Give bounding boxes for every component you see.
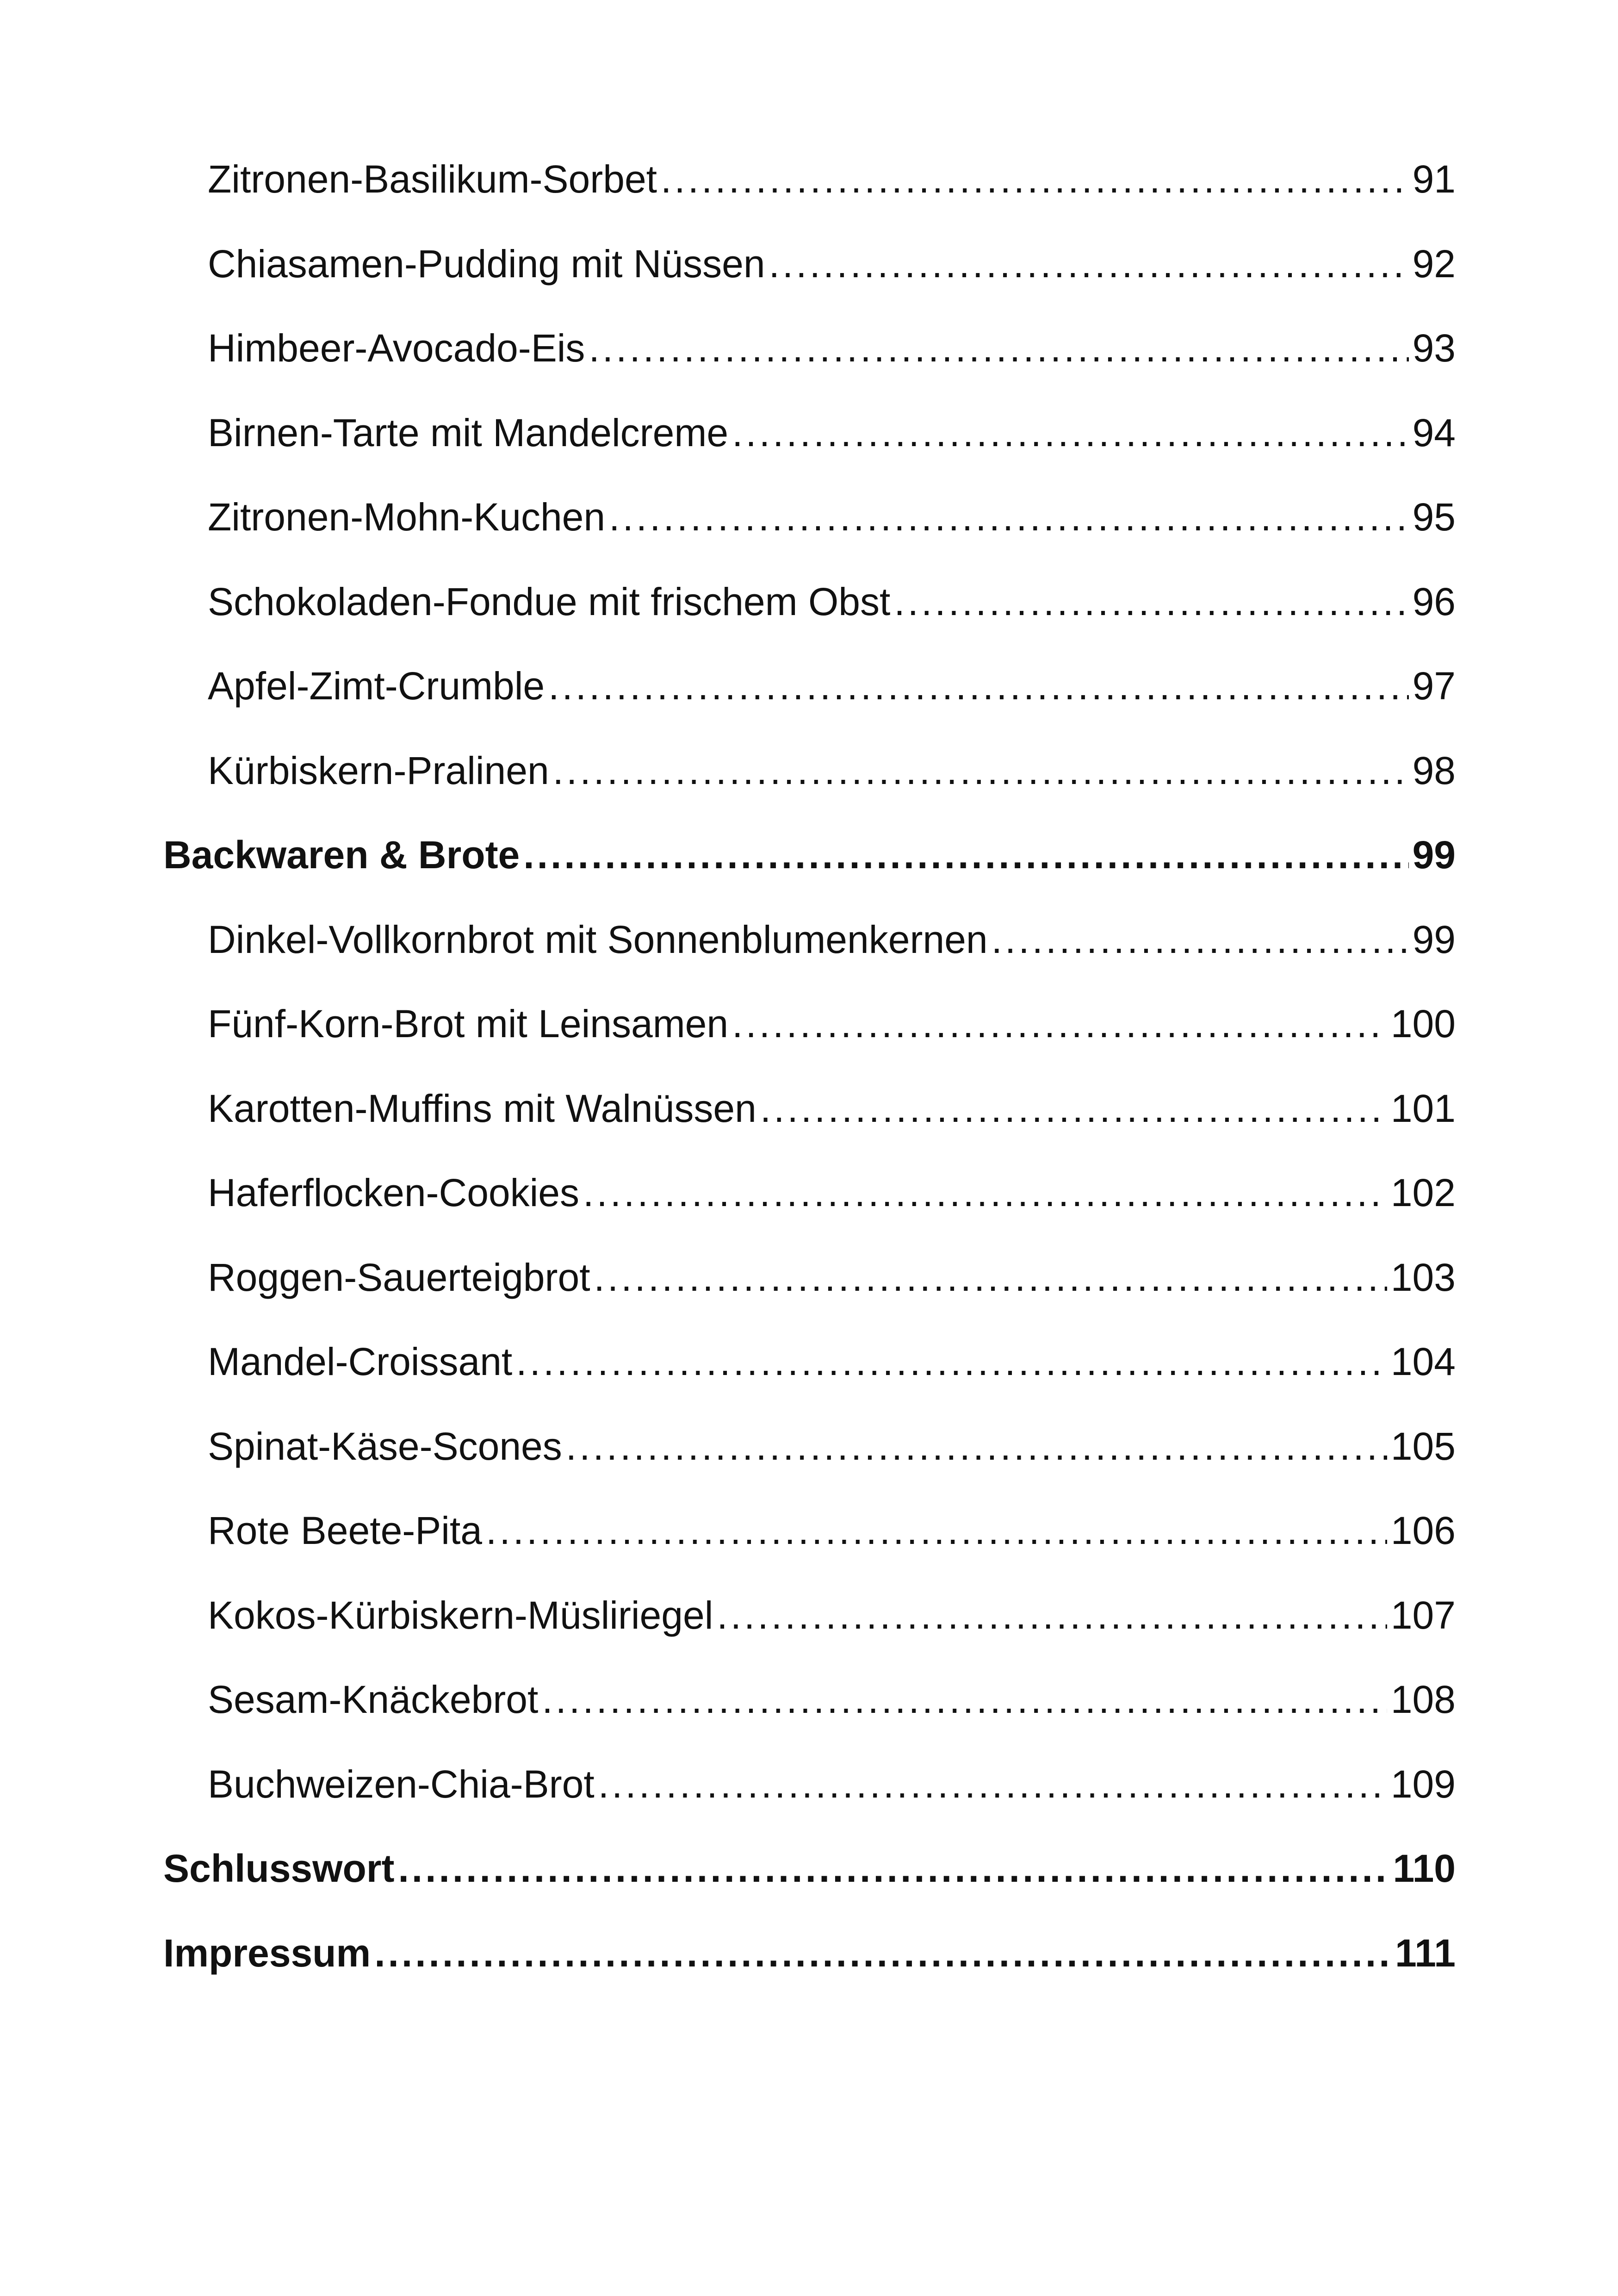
dot-leader — [374, 1934, 1391, 1972]
toc-entry[interactable] — [163, 666, 1456, 751]
toc-entry-title: Zitronen-Mohn-Kuchen — [208, 495, 606, 539]
toc-entry-title: Rote Beete-Pita — [208, 1509, 483, 1552]
toc-entry-page: 91 — [1412, 157, 1456, 201]
toc-entry[interactable] — [163, 748, 1456, 836]
toc-entry-page: 102 — [1390, 1171, 1456, 1214]
toc-section-title: Schlusswort — [163, 1847, 395, 1890]
toc-entry-title: Buchweizen-Chia-Brot — [208, 1762, 595, 1806]
toc-entry-title: Birnen-Tarte mit Mandelcreme — [208, 411, 729, 454]
toc-entry-title: Mandel-Croissant — [208, 1340, 513, 1383]
dot-leader — [598, 1765, 1387, 1804]
toc-entry[interactable] — [163, 1424, 1456, 1512]
dot-leader — [548, 666, 1408, 705]
toc-entry-title: Fünf-Korn-Brot mit Leinsamen — [208, 1002, 729, 1045]
toc-entry[interactable] — [163, 1511, 1456, 1596]
dot-leader — [609, 498, 1408, 536]
toc-entry-page: 103 — [1390, 1255, 1456, 1299]
toc-entry[interactable] — [163, 1762, 1456, 1849]
toc-section-page: 99 — [1412, 833, 1456, 877]
dot-leader — [760, 1089, 1387, 1128]
toc-entry-page: 106 — [1390, 1509, 1456, 1552]
toc-section-heading[interactable] — [163, 835, 1456, 920]
dot-leader — [594, 1258, 1387, 1297]
dot-leader — [523, 835, 1408, 874]
dot-leader — [553, 751, 1409, 790]
dot-leader — [894, 582, 1408, 621]
dot-leader — [732, 1004, 1387, 1043]
toc-entry[interactable] — [163, 244, 1456, 329]
dot-leader — [992, 920, 1409, 959]
dot-leader — [566, 1427, 1387, 1466]
toc-entry[interactable] — [163, 1680, 1456, 1765]
toc-entry-title: Sesam-Knäckebrot — [208, 1678, 539, 1721]
toc-entry-page: 105 — [1390, 1424, 1456, 1468]
toc-entry-title: Dinkel-Vollkornbrot mit Sonnenblumenkernen — [208, 917, 988, 961]
toc-entry-title: Roggen-Sauerteigbrot — [208, 1255, 590, 1299]
toc-entry-page: 93 — [1412, 326, 1456, 370]
toc-entry-title: Kokos-Kürbiskern-Müsliriegel — [208, 1593, 713, 1637]
toc-entry-page: 108 — [1390, 1678, 1456, 1721]
toc-entry-title: Chiasamen-Pudding mit Nüssen — [208, 242, 765, 286]
toc-entry[interactable] — [163, 917, 1456, 1005]
toc-entry[interactable] — [163, 326, 1456, 413]
toc-section-title: Impressum — [163, 1931, 371, 1975]
toc-entry-title: Schokoladen-Fondue mit frischem Obst — [208, 579, 891, 623]
dot-leader — [717, 1596, 1387, 1635]
toc-entry-page: 97 — [1412, 664, 1456, 708]
toc-entry[interactable] — [163, 1593, 1456, 1680]
toc-entry-page: 94 — [1412, 411, 1456, 454]
toc-section-heading[interactable] — [163, 1849, 1456, 1934]
toc-entry-page: 95 — [1412, 495, 1456, 539]
dot-leader — [486, 1511, 1387, 1550]
toc-entry[interactable] — [163, 413, 1456, 498]
toc-entry-page: 100 — [1390, 1002, 1456, 1045]
toc-entry-page: 99 — [1412, 917, 1456, 961]
toc-entry-page: 98 — [1412, 748, 1456, 792]
toc-entry-page: 109 — [1390, 1762, 1456, 1806]
dot-leader — [516, 1342, 1387, 1381]
dot-leader — [542, 1680, 1387, 1719]
toc-entry-page: 107 — [1390, 1593, 1456, 1637]
toc-entry-title: Zitronen-Basilikum-Sorbet — [208, 157, 657, 201]
dot-leader — [661, 160, 1409, 199]
toc-entry[interactable] — [163, 157, 1456, 244]
dot-leader — [589, 329, 1408, 367]
toc-entry-title: Kürbiskern-Pralinen — [208, 748, 549, 792]
toc-section-page: 110 — [1393, 1847, 1456, 1890]
toc-section-heading[interactable] — [163, 1931, 1456, 2018]
dot-leader — [398, 1849, 1389, 1888]
toc-section-page: 111 — [1395, 1931, 1456, 1975]
toc-entry[interactable] — [163, 1342, 1456, 1427]
toc-entry[interactable] — [163, 1255, 1456, 1343]
dot-leader — [732, 413, 1409, 452]
toc-entry-title: Himbeer-Avocado-Eis — [208, 326, 585, 370]
toc-entry-page: 96 — [1412, 579, 1456, 623]
toc-entry-title: Apfel-Zimt-Crumble — [208, 664, 545, 708]
toc-entry[interactable] — [163, 1004, 1456, 1089]
toc-entry-page: 101 — [1390, 1086, 1456, 1130]
toc-entry-page: 92 — [1412, 242, 1456, 286]
dot-leader — [769, 244, 1409, 283]
toc-section-title: Backwaren & Brote — [163, 833, 520, 877]
toc-entry-title: Spinat-Käse-Scones — [208, 1424, 562, 1468]
toc-entry-page: 104 — [1390, 1340, 1456, 1383]
toc-entry-title: Haferflocken-Cookies — [208, 1171, 580, 1214]
toc-entry[interactable] — [163, 579, 1456, 667]
toc-entry[interactable] — [163, 1086, 1456, 1174]
toc-entry-title: Karotten-Muffins mit Walnüssen — [208, 1086, 756, 1130]
dot-leader — [583, 1173, 1387, 1212]
table-of-contents — [163, 157, 1456, 2018]
toc-entry[interactable] — [163, 495, 1456, 582]
toc-entry[interactable] — [163, 1173, 1456, 1258]
